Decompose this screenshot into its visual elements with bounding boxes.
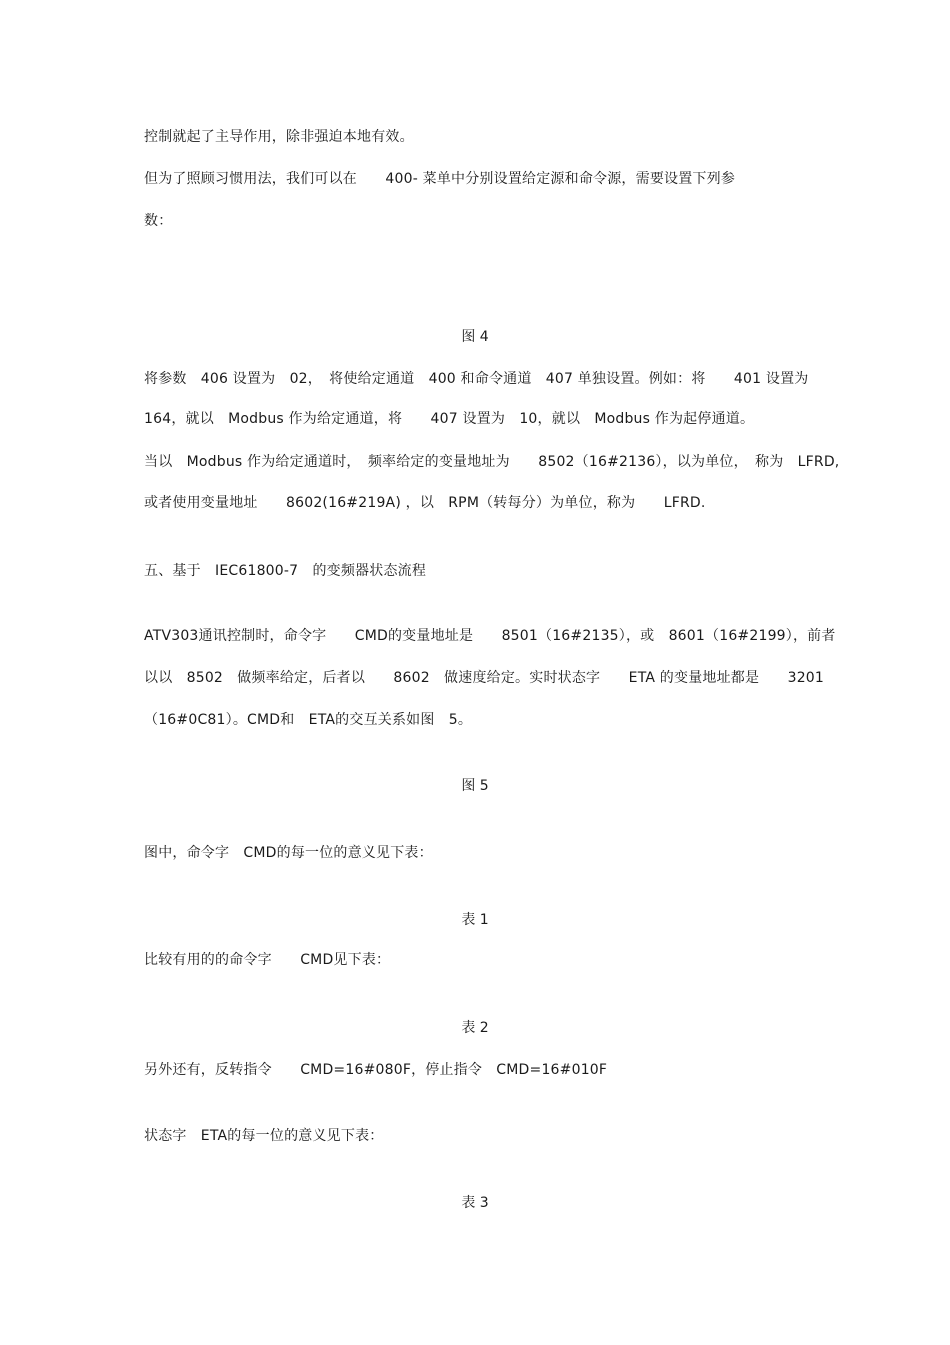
table-caption-2: 表 2 [461,1020,489,1036]
paragraph-line: 控制就起了主导作用，除非强迫本地有效。 [144,129,414,145]
paragraph-line: ATV303通讯控制时，命令字 CMD的变量地址是 8501（16#2135），或 8601（16#2199），前者 [144,628,836,644]
table-caption-1: 表 1 [461,912,489,928]
figure-caption-5: 图 5 [461,778,489,794]
table-caption-3: 表 3 [461,1195,489,1211]
paragraph-line: 以以 8502 做频率给定，后者以 8602 做速度给定。实时状态字 ETA 的变量地址都是 3201 [144,670,825,686]
section-heading: 五、基于 IEC61800-7 的变频器状态流程 [144,563,427,579]
paragraph-line: （16#0C81）。CMD和 ETA的交互关系如图 5。 [144,712,473,728]
paragraph-line: 数： [144,213,173,229]
paragraph-line: 另外还有，反转指令 CMD=16#080F，停止指令 CMD=16#010F [144,1062,608,1078]
paragraph-line: 状态字 ETA的每一位的意义见下表： [144,1128,384,1144]
paragraph-line: 164，就以 Modbus 作为给定通道，将 407 设置为 10，就以 Modbus 作为起停通道。 [144,411,755,427]
paragraph-line: 将参数 406 设置为 02， 将使给定通道 400 和命令通道 407 单独设置。例如：将 401 设置为 [144,371,809,387]
paragraph-line: 比较有用的的命令字 CMD见下表： [144,952,391,968]
paragraph-line: 或者使用变量地址 8602(16#219A) ，以 RPM（转每分）为单位，称为 LFRD. [144,495,706,511]
paragraph-line: 但为了照顾习惯用法，我们可以在 400- 菜单中分别设置给定源和命令源，需要设置下列参 [144,171,736,187]
paragraph-line: 当以 Modbus 作为给定通道时， 频率给定的变量地址为 8502（16#2136），以为单位， 称为 LFRD, [144,454,840,470]
figure-caption-4: 图 4 [461,329,489,345]
paragraph-line: 图中，命令字 CMD的每一位的意义见下表： [144,845,433,861]
